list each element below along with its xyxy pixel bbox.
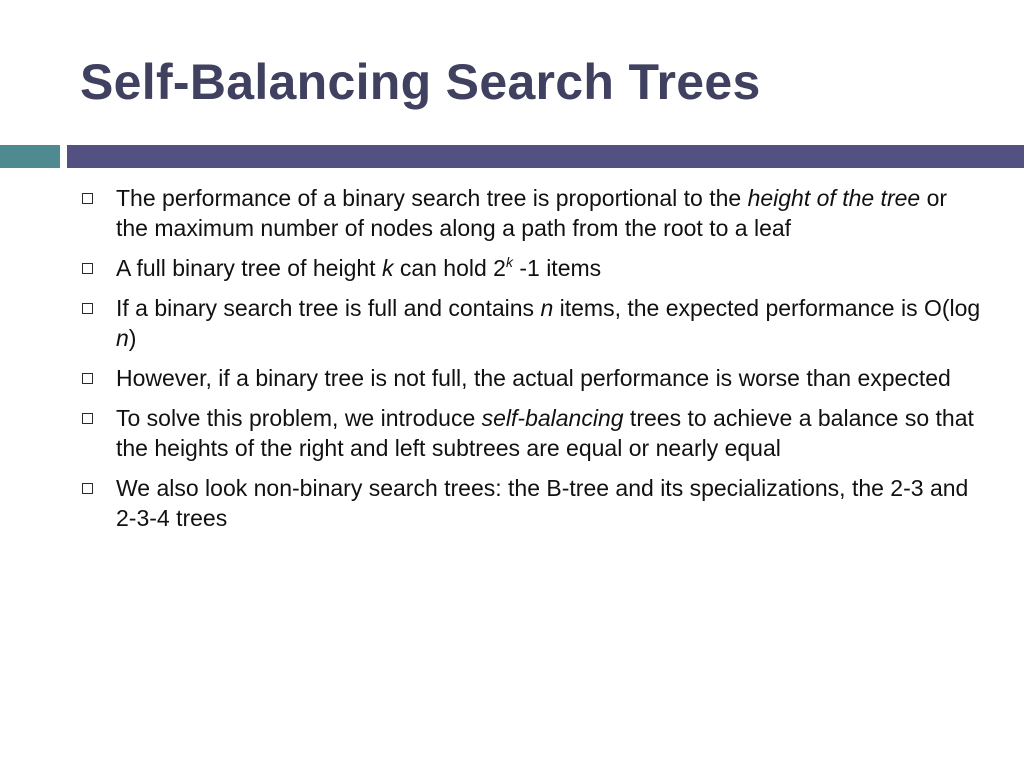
slide-title: Self-Balancing Search Trees — [80, 54, 761, 110]
bullet-list — [82, 183, 982, 543]
square-bullet-icon — [82, 303, 93, 314]
bullet-item — [82, 473, 982, 533]
bullet-text: To solve this problem, we introduce self-balancing trees to achieve a balance so that the heights of the right and left subtrees are equal or nearly equal — [116, 405, 974, 461]
bullet-item — [82, 363, 982, 393]
bullet-text: We also look non-binary search trees: the B-tree and its specializations, the 2-3 and 2-3-4 trees — [116, 475, 969, 531]
square-bullet-icon — [82, 483, 93, 494]
square-bullet-icon — [82, 193, 93, 204]
bullet-item — [82, 253, 982, 283]
title-accent-bar-teal — [0, 145, 60, 168]
square-bullet-icon — [82, 373, 93, 384]
bullet-item — [82, 293, 982, 353]
bullet-text: If a binary search tree is full and contains n items, the expected performance is O(log n) — [116, 295, 981, 351]
bullet-text: A full binary tree of height k can hold 2$^k$ -1 items — [116, 254, 602, 281]
bullet-text: The performance of a binary search tree is proportional to the height of the tree or the maximum number of nodes along a path from the root to a leaf — [116, 185, 948, 241]
square-bullet-icon — [82, 263, 93, 274]
bullet-item — [82, 403, 982, 463]
title-accent-bar-purple — [67, 145, 1024, 168]
bullet-text: However, if a binary tree is not full, the actual performance is worse than expected — [116, 365, 951, 391]
bullet-item — [82, 183, 982, 243]
square-bullet-icon — [82, 413, 93, 424]
